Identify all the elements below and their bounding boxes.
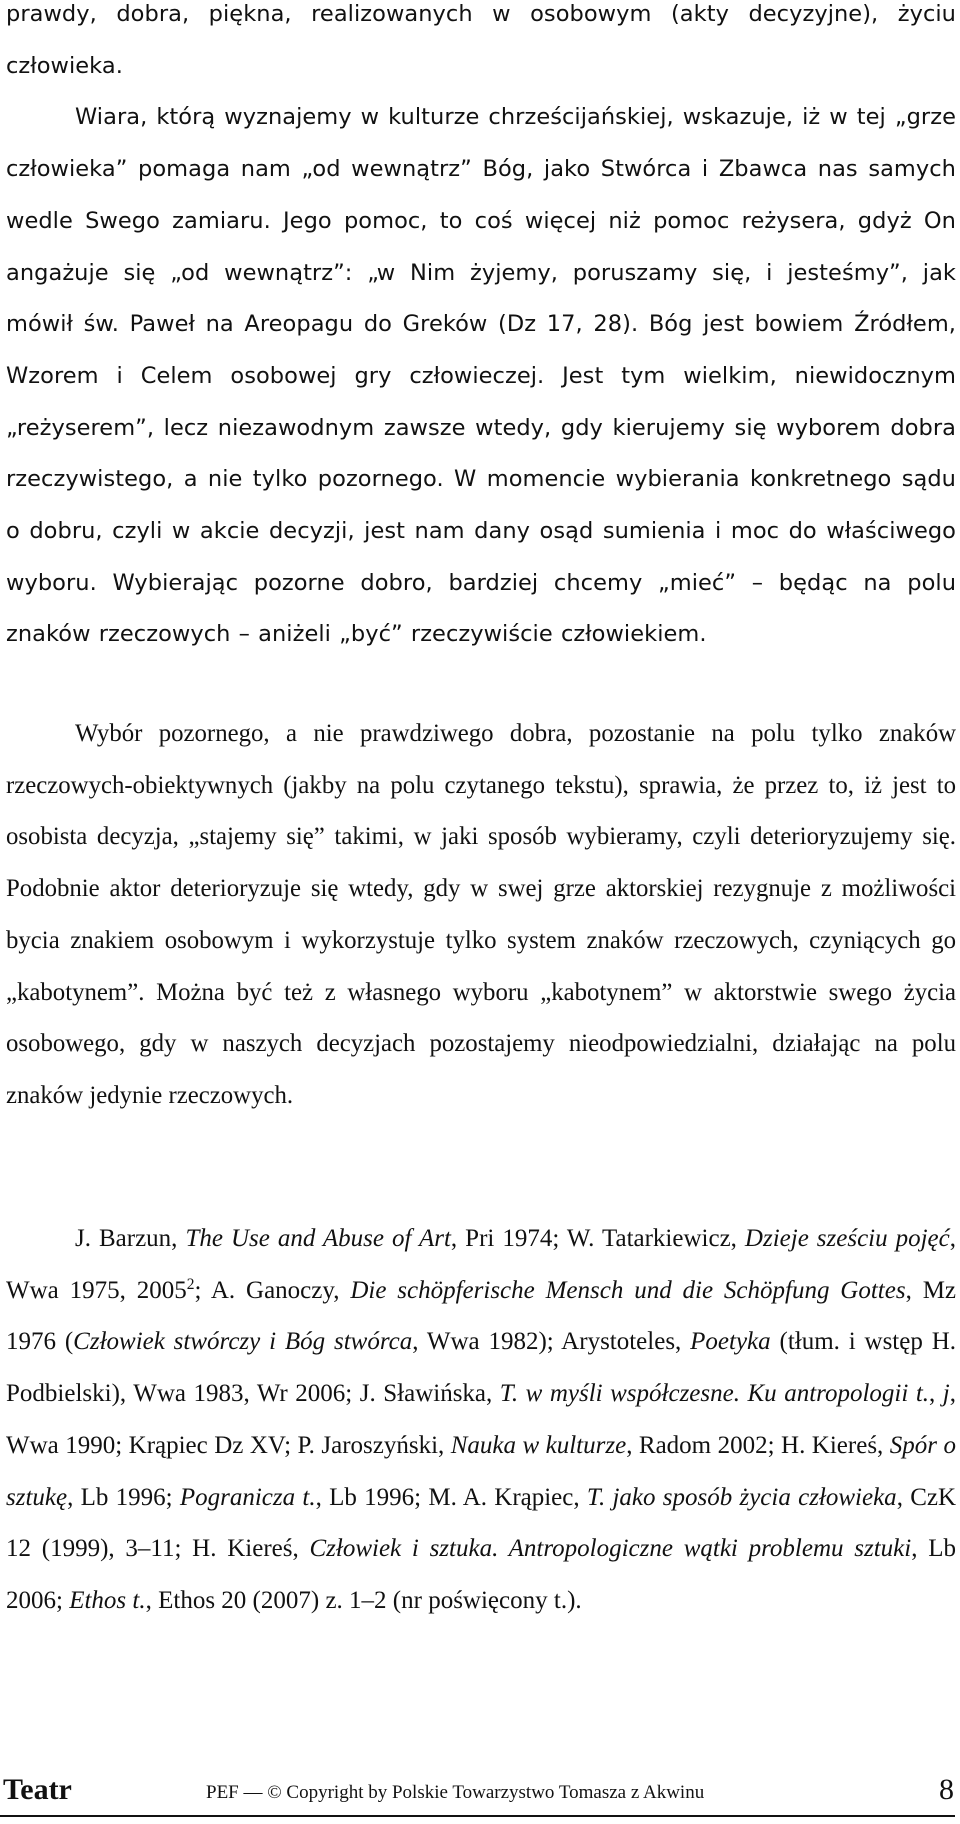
page-number: 8	[939, 1773, 954, 1806]
bib-text: ,	[929, 1380, 943, 1408]
footer-rule	[0, 1815, 955, 1817]
bib-title: Dzieje sześciu pojęć	[744, 1225, 950, 1252]
bib-title: Die schöpferische Mensch und die Schöpfung Gottes	[350, 1276, 906, 1304]
bib-title: Ethos t.	[69, 1586, 146, 1614]
bib-title: Człowiek stwórczy i Bóg stwórca	[73, 1328, 413, 1356]
bib-text: , Wwa 1990; Krąpiec Dz XV; P. Jaroszyński,	[6, 1380, 956, 1459]
bib-text: ; A. Ganoczy,	[194, 1276, 351, 1304]
bibliography	[6, 1213, 956, 1627]
bib-text: J. Barzun,	[75, 1225, 186, 1252]
bib-text: , Pri 1974; W. Tatarkiewicz,	[450, 1225, 745, 1252]
paragraph-continued: prawdy, dobra, piękna, realizowanych w osobowym (akty decyzyjne), życiu człowieka.	[6, 1, 956, 79]
bib-text: , Radom 2002; H. Kiereś,	[626, 1431, 890, 1459]
bib-title: T. jako sposób życia człowieka	[586, 1483, 897, 1511]
bib-title: Spór o sztukę	[6, 1431, 956, 1511]
bib-text: , Mz 1976 (	[6, 1276, 957, 1356]
page-footer	[0, 1766, 960, 1824]
bibliography-paragraph	[6, 1213, 956, 1627]
bib-title: Nauka w kulturze	[450, 1431, 627, 1459]
bib-text: , Lb 2006;	[6, 1535, 956, 1614]
edition-superscript: 2	[186, 1275, 195, 1293]
bib-text: , Wwa 1975, 2005	[6, 1225, 957, 1304]
bib-title: The Use and Abuse of Art	[185, 1225, 451, 1252]
bib-title: T. w myśli współczesne. Ku antropologii t.	[499, 1380, 930, 1408]
footer-entry-title: Teatr	[3, 1773, 72, 1806]
bib-title: Człowiek i sztuka. Antropologiczne wątki problemu sztuki	[309, 1535, 912, 1563]
paragraph-wiara: Wiara, którą wyznajemy w kulturze chrześcijańskiej, wskazuje, iż w tej „grze człowieka” pomaga nam „od wewnątrz” Bóg, jako Stwórca i Zbawca nas samych wedle Swego zamiaru. Jego pomoc, to coś więcej niż pomoc reżysera, gdyż On angażuje się „od wewnątrz”: „w Nim żyjemy, poruszamy się, i jesteśmy”, jak mówił św. Paweł na Areopagu do Greków (Dz 17, 28). Bóg jest bowiem Źródłem, Wzorem i Celem osobowej gry człowieczej. Jest tym wielkim, niewidocznym „reżyserem”, lecz niezawodnym zawsze wtedy, gdy kierujemy się wyborem dobra rzeczywistego, a nie tylko pozornego. W momencie wybierania konkretnego sądu o dobru, czyli w akcie decyzji, jest nam dany osąd sumienia i moc do właściwego wyboru. Wybierając pozorne dobro, bardziej chcemy „mieć” – będąc na polu znaków rzeczowych – aniżeli „być” rzeczywiście człowiekiem.	[6, 104, 956, 648]
bib-title: Poetyka	[690, 1328, 771, 1356]
bib-title: Pogranicza t.	[179, 1483, 316, 1511]
footer-copyright: PEF — © Copyright by Polskie Towarzystwo Tomasza z Akwinu	[206, 1782, 705, 1803]
bib-text: , Lb 1996; M. A. Krąpiec,	[315, 1483, 587, 1511]
article-body-bottom	[6, 708, 956, 1122]
bib-text: , Lb 1996;	[67, 1483, 180, 1511]
bib-text: , Ethos 20 (2007) z. 1–2 (nr poświęcony t.).	[145, 1586, 582, 1614]
bib-text: , CzK 12 (1999), 3–11; H. Kiereś,	[6, 1483, 957, 1563]
article-body-top	[6, 0, 956, 661]
bib-text: (tłum. i wstęp H. Podbielski), Wwa 1983, Wr 2006; J. Sławińska,	[6, 1328, 956, 1408]
bib-text: , Wwa 1982); Arystoteles,	[412, 1328, 691, 1356]
bib-title: j	[942, 1380, 950, 1408]
paragraph-wybor: Wybór pozornego, a nie prawdziwego dobra, pozostanie na polu tylko znaków rzeczowych-obiektywnych (jakby na polu czytanego tekstu), sprawia, że przez to, iż jest to osobista decyzja, „stajemy się” takimi, w jaki sposób wybieramy, czyli deterioryzujemy się. Podobnie aktor deterioryzuje się wtedy, gdy w swej grze aktorskiej rezygnuje z możliwości bycia znakiem osobowym i wykorzystuje tylko system znaków rzeczowych, czyniących go „kabotynem”. Można być też z własnego wyboru „kabotynem” w aktorstwie swego życia osobowego, gdy w naszych decyzjach pozostajemy nieodpowiedzialni, działając na polu znaków jedynie rzeczowych.	[6, 720, 956, 1109]
